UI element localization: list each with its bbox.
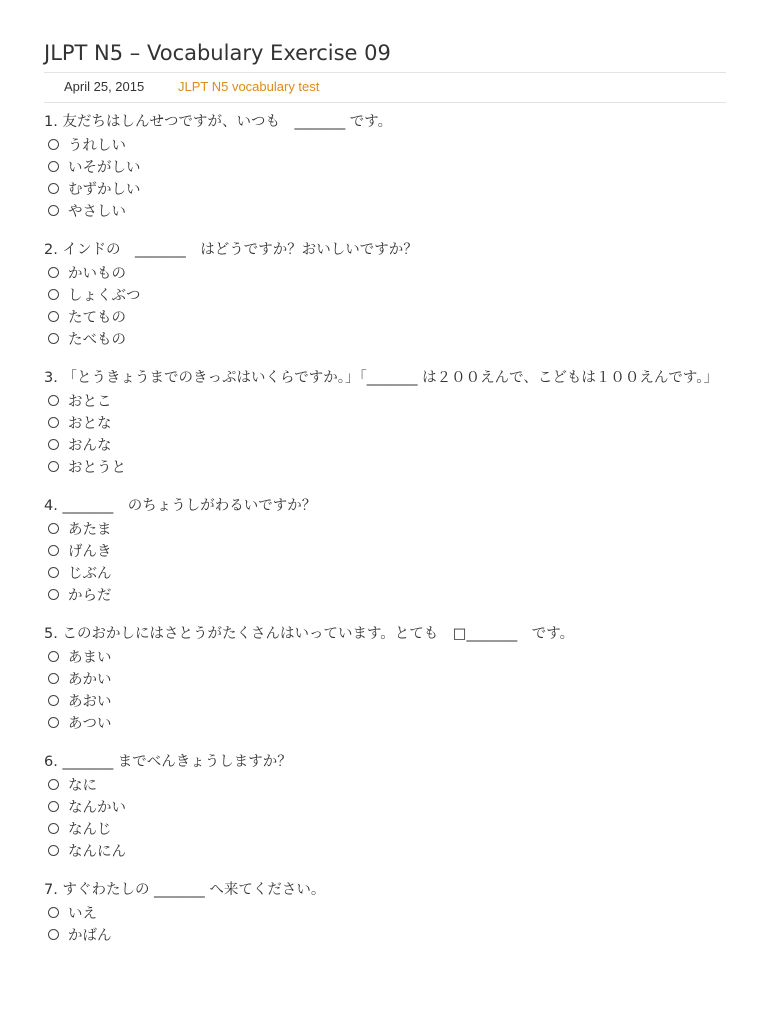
answer-option-label: うれしい bbox=[68, 137, 126, 154]
answer-option[interactable] bbox=[48, 901, 726, 923]
answer-option-label: あまい bbox=[68, 649, 112, 666]
radio-circle-icon[interactable] bbox=[48, 183, 59, 194]
answer-option-label: じぶん bbox=[68, 565, 112, 582]
question-text: 3. 「とうきょうまでのきっぷはいくらですか。」「_______ は２００えんで、こどもは１００えんです。」 bbox=[44, 370, 718, 386]
answer-option-label: かばん bbox=[68, 927, 112, 944]
answer-option-label: あつい bbox=[68, 715, 112, 732]
radio-circle-icon[interactable] bbox=[48, 395, 59, 406]
radio-circle-icon[interactable] bbox=[48, 801, 59, 812]
question-text: 7. すぐわたしの _______ へ来てください。 bbox=[44, 882, 326, 898]
answer-option[interactable] bbox=[48, 839, 726, 861]
answer-option[interactable] bbox=[48, 817, 726, 839]
answer-option-label: たべもの bbox=[68, 331, 126, 348]
question-text: 1. 友だちはしんせつですが、いつも _______ です。 bbox=[44, 114, 393, 130]
radio-circle-icon[interactable] bbox=[48, 333, 59, 344]
question-list bbox=[44, 111, 726, 963]
answer-option-label: なんかい bbox=[68, 799, 126, 816]
answer-option-label: あたま bbox=[68, 521, 112, 538]
answer-option[interactable] bbox=[48, 561, 726, 583]
answer-option[interactable] bbox=[48, 177, 726, 199]
answer-option-label: おんな bbox=[68, 437, 112, 454]
radio-circle-icon[interactable] bbox=[48, 779, 59, 790]
radio-circle-icon[interactable] bbox=[48, 417, 59, 428]
radio-circle-icon[interactable] bbox=[48, 461, 59, 472]
radio-circle-icon[interactable] bbox=[48, 545, 59, 556]
answer-option[interactable] bbox=[48, 795, 726, 817]
radio-circle-icon[interactable] bbox=[48, 139, 59, 150]
answer-option-label: いえ bbox=[68, 905, 97, 922]
answer-option-label: しょくぶつ bbox=[68, 287, 141, 304]
radio-circle-icon[interactable] bbox=[48, 651, 59, 662]
answer-option[interactable] bbox=[48, 455, 726, 477]
answer-option-label: おとな bbox=[68, 415, 112, 432]
answer-option[interactable] bbox=[48, 433, 726, 455]
question-item bbox=[44, 495, 726, 605]
answer-option-label: かいもの bbox=[68, 265, 126, 282]
question-item bbox=[44, 879, 726, 945]
answer-option[interactable] bbox=[48, 261, 726, 283]
question-item bbox=[44, 111, 726, 221]
question-item bbox=[44, 751, 726, 861]
radio-circle-icon[interactable] bbox=[48, 717, 59, 728]
answer-option-label: なんにん bbox=[68, 843, 126, 860]
radio-circle-icon[interactable] bbox=[48, 439, 59, 450]
answer-option[interactable] bbox=[48, 283, 726, 305]
radio-circle-icon[interactable] bbox=[48, 845, 59, 856]
answer-option-label: やさしい bbox=[68, 203, 126, 220]
question-item bbox=[44, 239, 726, 349]
answer-option[interactable] bbox=[48, 689, 726, 711]
answer-option[interactable] bbox=[48, 305, 726, 327]
answer-option-label: むずかしい bbox=[68, 181, 141, 198]
answer-option-label: げんき bbox=[68, 543, 112, 560]
question-text: 2. インドの _______ はどうですか？おいしいですか？ bbox=[44, 242, 418, 258]
radio-circle-icon[interactable] bbox=[48, 523, 59, 534]
answer-option[interactable] bbox=[48, 667, 726, 689]
answer-option[interactable] bbox=[48, 155, 726, 177]
page-title: JLPT N5 – Vocabulary Exercise 09 bbox=[44, 41, 391, 65]
question-item bbox=[44, 623, 726, 733]
question-text: 4. _______ のちょうしがわるいですか？ bbox=[44, 498, 317, 514]
radio-circle-icon[interactable] bbox=[48, 205, 59, 216]
answer-option[interactable] bbox=[48, 539, 726, 561]
category-link[interactable]: JLPT N5 vocabulary test bbox=[178, 79, 320, 94]
radio-circle-icon[interactable] bbox=[48, 589, 59, 600]
radio-circle-icon[interactable] bbox=[48, 567, 59, 578]
answer-option-label: いそがしい bbox=[68, 159, 141, 176]
question-item bbox=[44, 367, 726, 477]
answer-option-label: あかい bbox=[68, 671, 112, 688]
answer-option-label: たてもの bbox=[68, 309, 126, 326]
question-text: 5. このおかしにはさとうがたくさんはいっています。とても □_______ です。 bbox=[44, 626, 575, 642]
answer-option[interactable] bbox=[48, 389, 726, 411]
answer-option-label: おとこ bbox=[68, 393, 112, 410]
answer-option[interactable] bbox=[48, 583, 726, 605]
answer-option-label: おとうと bbox=[68, 459, 126, 476]
answer-option[interactable] bbox=[48, 411, 726, 433]
question-text: 6. _______ までべんきょうしますか？ bbox=[44, 754, 292, 770]
radio-circle-icon[interactable] bbox=[48, 907, 59, 918]
radio-circle-icon[interactable] bbox=[48, 929, 59, 940]
answer-option-label: なんじ bbox=[68, 821, 112, 838]
answer-option[interactable] bbox=[48, 773, 726, 795]
answer-option-label: なに bbox=[68, 777, 97, 794]
radio-circle-icon[interactable] bbox=[48, 823, 59, 834]
answer-option-label: あおい bbox=[68, 693, 112, 710]
radio-circle-icon[interactable] bbox=[48, 267, 59, 278]
radio-circle-icon[interactable] bbox=[48, 673, 59, 684]
answer-option[interactable] bbox=[48, 133, 726, 155]
radio-circle-icon[interactable] bbox=[48, 695, 59, 706]
radio-circle-icon[interactable] bbox=[48, 311, 59, 322]
answer-option[interactable] bbox=[48, 645, 726, 667]
answer-option[interactable] bbox=[48, 199, 726, 221]
radio-circle-icon[interactable] bbox=[48, 161, 59, 172]
radio-circle-icon[interactable] bbox=[48, 289, 59, 300]
post-date: April 25, 2015 bbox=[64, 79, 145, 94]
post-meta bbox=[44, 72, 726, 103]
answer-option-label: からだ bbox=[68, 587, 112, 604]
answer-option[interactable] bbox=[48, 711, 726, 733]
answer-option[interactable] bbox=[48, 923, 726, 945]
answer-option[interactable] bbox=[48, 327, 726, 349]
answer-option[interactable] bbox=[48, 517, 726, 539]
